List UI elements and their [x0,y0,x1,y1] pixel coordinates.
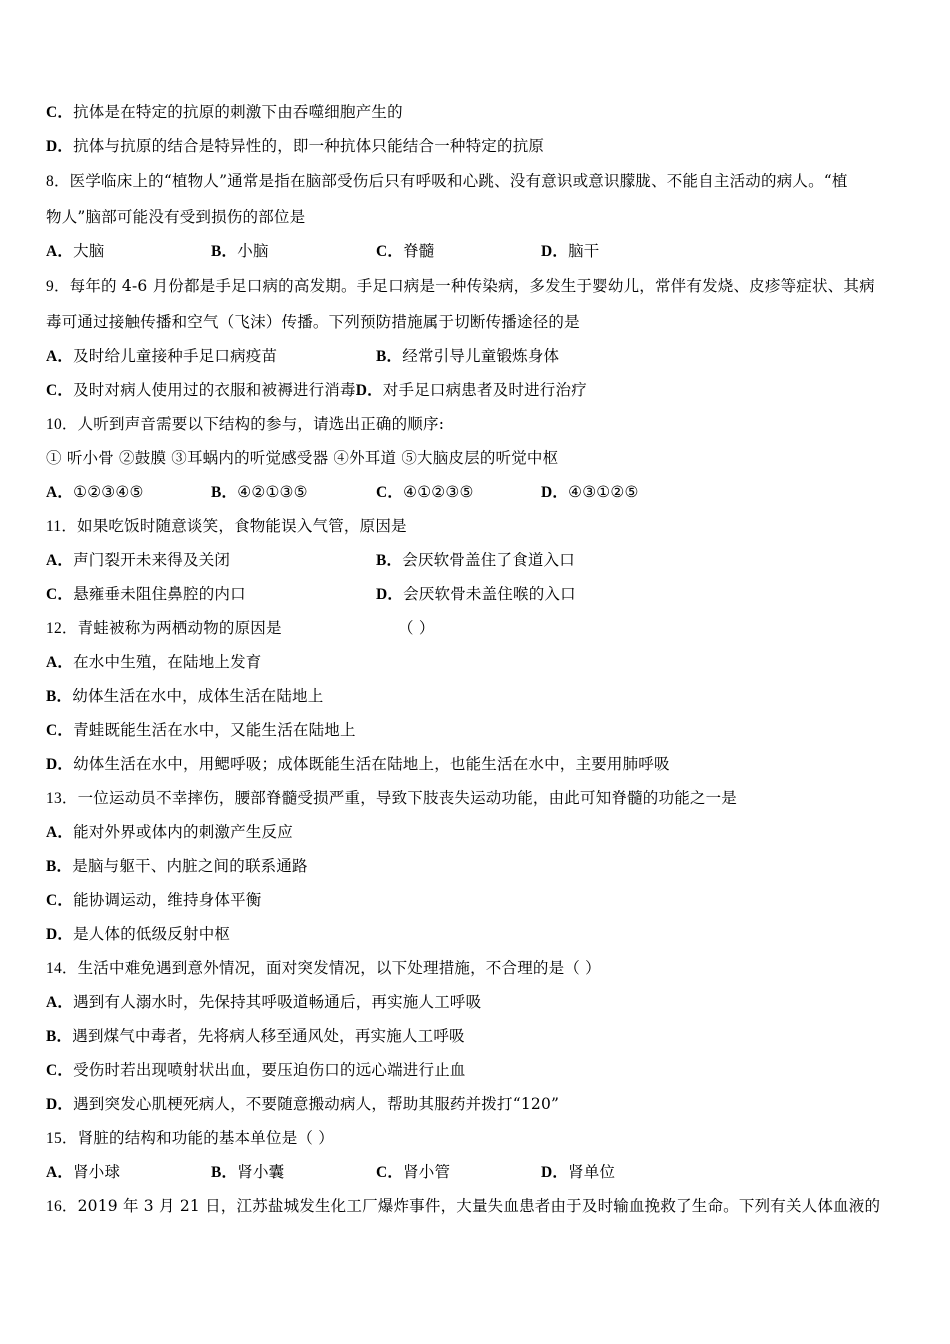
question-number: 10． [46,416,78,433]
q14-option-c [46,1060,466,1081]
q7-option-d [46,136,544,157]
option-label: C． [46,382,74,399]
option-text: 在水中生殖，在陆地上发育 [73,653,262,671]
option-text: 脑干 [568,242,600,260]
q15-stem [46,1128,334,1149]
q9-option-b [376,346,559,367]
q15-option-d [541,1162,615,1183]
option-label: D． [541,243,569,260]
q10-options [46,482,746,502]
option-text: ①②③④⑤ [73,483,144,501]
q7-option-c [46,102,403,123]
question-number: 15． [46,1130,78,1147]
option-label: D． [541,484,569,501]
q10-stem-line1 [46,414,444,435]
q10-option-b [211,482,308,503]
q11-stem [46,516,407,537]
option-text: 肾小囊 [237,1163,285,1181]
option-label: A． [46,484,74,501]
option-label: B． [211,243,238,260]
option-label: D． [46,138,74,155]
question-number: 16． [46,1198,78,1215]
q11-option-a [46,550,230,571]
q11-option-d [376,584,576,605]
q9-stem-line2: 毒可通过接触传播和空气（飞沫）传播。下列预防措施属于切断传播途径的是 [46,313,580,331]
q12-option-c [46,720,356,741]
q8-option-c [376,241,435,262]
q13-stem [46,788,737,809]
option-label: A． [46,824,74,841]
q12-option-d [46,754,670,775]
q14-option-a [46,992,481,1013]
option-text: 对手足口病患者及时进行治疗 [382,381,587,399]
q13-option-c [46,890,262,911]
option-label: A． [46,994,74,1011]
option-label: A． [46,243,74,260]
question-number: 14． [46,960,78,977]
option-text: 遇到突发心肌梗死病人，不要随意搬动病人，帮助其服药并拨打“120” [73,1095,560,1113]
q14-option-d [46,1094,559,1115]
option-text: 及时给儿童接种手足口病疫苗 [73,347,278,365]
option-label: D． [355,382,383,399]
q9-option-c [46,381,356,399]
option-text: 及时对病人使用过的衣服和被褥进行消毒 [73,381,356,399]
question-number: 11． [46,518,78,535]
option-label: C． [46,722,74,739]
q10-option-c [376,482,474,503]
q13-option-a [46,822,293,843]
q8-stem-line2: 物人”脑部可能没有受到损伤的部位是 [46,208,306,226]
option-label: A． [46,552,74,569]
option-text: 脊髓 [403,242,435,260]
q15-option-b [211,1162,284,1183]
q9-options-row1 [46,346,746,366]
option-text: 肾小管 [403,1163,451,1181]
option-text: 经常引导儿童锻炼身体 [402,347,560,365]
option-text: 遇到煤气中毒者，先将病人移至通风处，再实施人工呼吸 [72,1027,465,1045]
option-label: B． [376,348,403,365]
q10-option-d [541,482,639,503]
q14-stem [46,958,601,979]
q13-option-b [46,856,308,877]
option-text: 肾单位 [568,1163,616,1181]
option-label: B． [211,1164,238,1181]
question-number: 8． [46,173,70,190]
option-label: A． [46,348,74,365]
option-text: 声门裂开未来得及关闭 [73,551,231,569]
option-text: 是脑与躯干、内脏之间的联系通路 [72,857,308,875]
option-label: D． [46,926,74,943]
q8-option-d [541,241,600,262]
q16-stem-line1 [46,1196,880,1217]
q15-options [46,1162,746,1182]
option-text: 能协调运动，维持身体平衡 [73,891,262,909]
q13-option-d [46,924,230,945]
option-label: C． [376,1164,404,1181]
question-text: 2019 年 3 月 21 日，江苏盐城发生化工厂爆炸事件，大量失血患者由于及时输血挽救了生命。下列有关人体血液的 [77,1197,881,1215]
option-label: C． [376,484,404,501]
question-text: 每年的 4-6 月份都是手足口病的高发期。手足口病是一种传染病，多发生于婴幼儿，常伴有发烧、皮疹等症状、其病 [69,277,875,295]
q8-options [46,241,746,261]
q9-option-a [46,346,277,367]
option-label: D． [46,1096,74,1113]
option-label: B． [376,552,403,569]
q12-option-a [46,652,262,673]
option-label: A． [46,1164,74,1181]
option-text: 肾小球 [73,1163,121,1181]
q11-option-c [46,584,246,605]
option-label: B． [211,484,238,501]
q8-stem-line1 [46,171,848,192]
option-label: C． [46,104,74,121]
option-label: C． [46,892,74,909]
option-text: ④①②③⑤ [403,483,474,501]
option-label: C． [46,1062,74,1079]
option-text: 青蛙既能生活在水中，又能生活在陆地上 [73,721,356,739]
q8-option-a [46,241,105,262]
option-label: B． [46,858,73,875]
question-text: 如果吃饭时随意谈笑，食物能误入气管，原因是 [77,517,407,535]
question-text: 青蛙被称为两栖动物的原因是 [77,619,282,637]
q12-option-b [46,686,323,707]
question-text: 人听到声音需要以下结构的参与，请选出正确的顺序: [77,415,445,433]
option-text: 受伤时若出现喷射状出血，要压迫伤口的远心端进行止血 [73,1061,466,1079]
option-text: 抗体与抗原的结合是特异性的，即一种抗体只能结合一种特定的抗原 [73,137,545,155]
q9-stem-line1 [46,276,875,297]
option-text: 能对外界或体内的刺激产生反应 [73,823,293,841]
q9-option-d [356,381,587,399]
option-text: 幼体生活在水中，成体生活在陆地上 [72,687,324,705]
answer-bracket: （ ） [398,619,435,637]
q10-stem-line2: ① 听小骨 ②鼓膜 ③耳蜗内的听觉感受器 ④外耳道 ⑤大脑皮层的听觉中枢 [46,449,559,467]
option-text: ④②①③⑤ [237,483,308,501]
option-label: C． [46,586,74,603]
option-text: 会厌软骨未盖住喉的入口 [403,585,576,603]
question-text: 医学临床上的“植物人”通常是指在脑部受伤后只有呼吸和心跳、没有意识或意识朦胧、不能自主活动的病人。“植 [69,172,848,190]
option-label: D． [376,586,404,603]
option-text: 悬雍垂未阻住鼻腔的内口 [73,585,246,603]
q15-option-a [46,1162,120,1183]
question-number: 12． [46,620,78,637]
option-label: A． [46,654,74,671]
option-text: 小脑 [237,242,269,260]
option-text: 大脑 [73,242,105,260]
question-text: 生活中难免遇到意外情况，面对突发情况，以下处理措施，不合理的是（ ） [77,959,601,977]
q11-options-row2 [46,584,746,604]
option-label: D． [46,756,74,773]
option-text: ④③①②⑤ [568,483,639,501]
option-text: 是人体的低级反射中枢 [73,925,231,943]
q15-option-c [376,1162,450,1183]
q14-option-b [46,1026,465,1047]
option-label: B． [46,688,73,705]
q11-options-row1 [46,550,746,570]
question-text: 一位运动员不幸摔伤，腰部脊髓受损严重，导致下肢丧失运动功能，由此可知脊髓的功能之一是 [77,789,738,807]
option-label: D． [541,1164,569,1181]
question-number: 9． [46,278,70,295]
option-text: 抗体是在特定的抗原的刺激下由吞噬细胞产生的 [73,103,403,121]
option-text: 遇到有人溺水时，先保持其呼吸道畅通后，再实施人工呼吸 [73,993,482,1011]
question-number: 13． [46,790,78,807]
option-label: B． [46,1028,73,1045]
q12-stem [46,618,746,638]
option-text: 会厌软骨盖住了食道入口 [402,551,575,569]
q11-option-b [376,550,575,571]
question-text: 肾脏的结构和功能的基本单位是（ ） [77,1129,334,1147]
option-text: 幼体生活在水中，用鳃呼吸；成体既能生活在陆地上，也能生活在水中，主要用肺呼吸 [73,755,670,773]
option-label: C． [376,243,404,260]
q10-option-a [46,482,144,503]
q9-options-row2 [46,380,587,401]
q8-option-b [211,241,269,262]
